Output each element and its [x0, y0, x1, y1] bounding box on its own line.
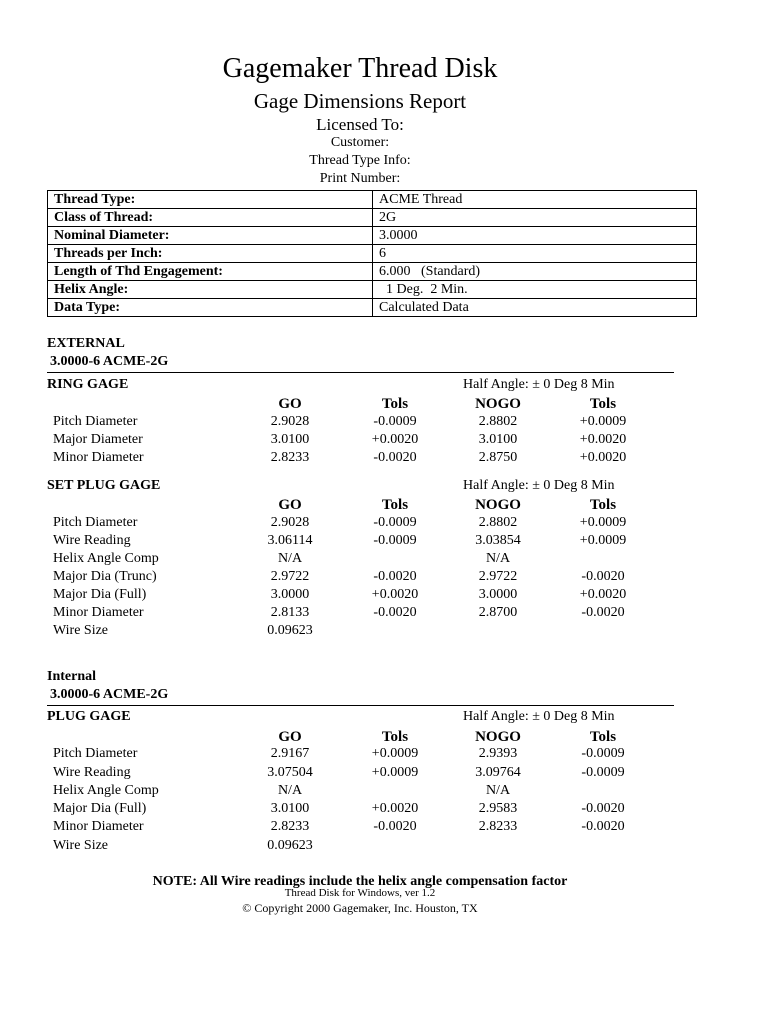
- nogo-value: 3.0000: [478, 587, 518, 602]
- row-label: Wire Reading: [53, 765, 131, 780]
- row-label: Major Dia (Full): [53, 801, 147, 816]
- internal-heading: Internal: [47, 669, 96, 684]
- set-plug-gage-column-headers: [0, 497, 768, 515]
- go-value: 3.07504: [267, 765, 313, 780]
- row-label: Minor Diameter: [53, 450, 144, 465]
- divider: [47, 705, 674, 706]
- nogo-value: 2.9722: [478, 569, 518, 584]
- row-label: Wire Size: [53, 838, 109, 853]
- nogo-header: NOGO: [475, 729, 521, 745]
- table-row: [0, 765, 768, 783]
- tols-header: Tols: [381, 729, 409, 745]
- nogo-value: 2.8700: [478, 605, 518, 620]
- row-label: Helix Angle Comp: [53, 551, 159, 566]
- set-plug-gage-half-angle: Half Angle: ± 0 Deg 8 Min: [463, 478, 615, 493]
- info-value: 3.0000: [373, 227, 697, 245]
- plug-gage-title: PLUG GAGE: [47, 709, 131, 724]
- table-row: [48, 209, 697, 227]
- info-value: 6.000 (Standard): [373, 263, 697, 281]
- go-header: GO: [278, 396, 302, 412]
- go-tol: -0.0020: [373, 605, 417, 620]
- table-row: [0, 569, 768, 587]
- tols-header: Tols: [589, 396, 617, 412]
- nogo-value: 2.9393: [478, 746, 518, 761]
- go-value: 2.8233: [270, 819, 310, 834]
- nogo-value: 2.8802: [478, 414, 518, 429]
- info-label: Length of Thd Engagement:: [48, 263, 373, 281]
- nogo-tol: +0.0020: [579, 450, 627, 465]
- row-label: Minor Diameter: [53, 605, 144, 620]
- go-header: GO: [278, 729, 302, 745]
- table-row: [0, 533, 768, 551]
- table-row: [0, 432, 768, 450]
- table-row: [48, 299, 697, 317]
- footer-note: NOTE: All Wire readings include the helix angle compensation factor: [152, 874, 568, 889]
- nogo-tol: -0.0020: [581, 801, 625, 816]
- info-label: Threads per Inch:: [48, 245, 373, 263]
- report-title: Gagemaker Thread Disk: [222, 53, 498, 84]
- info-value: 2G: [373, 209, 697, 227]
- external-heading: EXTERNAL: [47, 336, 125, 351]
- go-tol: -0.0009: [373, 515, 417, 530]
- nogo-tol: +0.0009: [579, 515, 627, 530]
- info-value: 1 Deg. 2 Min.: [373, 281, 697, 299]
- footer-version: Thread Disk for Windows, ver 1.2: [284, 887, 436, 899]
- go-value: N/A: [277, 783, 303, 798]
- internal-spec: 3.0000-6 ACME-2G: [50, 687, 169, 702]
- row-label: Wire Reading: [53, 533, 131, 548]
- ring-gage-half-angle: Half Angle: ± 0 Deg 8 Min: [463, 377, 615, 392]
- table-row: [48, 227, 697, 245]
- tols-header: Tols: [381, 396, 409, 412]
- table-row: [48, 191, 697, 209]
- nogo-tol: -0.0020: [581, 569, 625, 584]
- plug-gage-half-angle: Half Angle: ± 0 Deg 8 Min: [463, 709, 615, 724]
- go-tol: +0.0009: [371, 765, 419, 780]
- customer-label: Customer:: [330, 135, 390, 150]
- row-label: Wire Size: [53, 623, 109, 638]
- nogo-tol: +0.0020: [579, 432, 627, 447]
- go-value: 2.8133: [270, 605, 310, 620]
- table-row: [0, 551, 768, 569]
- nogo-value: 2.8802: [478, 515, 518, 530]
- nogo-value: 3.0100: [478, 432, 518, 447]
- go-tol: -0.0009: [373, 414, 417, 429]
- info-label: Helix Angle:: [48, 281, 373, 299]
- go-value: 2.9028: [270, 414, 310, 429]
- nogo-value: 3.09764: [475, 765, 521, 780]
- row-label: Pitch Diameter: [53, 515, 138, 530]
- row-label: Major Dia (Full): [53, 587, 147, 602]
- go-value: 0.09623: [267, 838, 313, 853]
- licensed-to-label: Licensed To:: [316, 115, 404, 134]
- ring-gage-column-headers: [0, 396, 768, 414]
- row-label: Pitch Diameter: [53, 414, 138, 429]
- external-spec: 3.0000-6 ACME-2G: [50, 354, 169, 369]
- row-label: Major Dia (Trunc): [53, 569, 157, 584]
- info-value: ACME Thread: [373, 191, 697, 209]
- table-row: [48, 245, 697, 263]
- table-row: [48, 263, 697, 281]
- go-value: 2.9028: [270, 515, 310, 530]
- tols-header: Tols: [589, 729, 617, 745]
- row-label: Minor Diameter: [53, 819, 144, 834]
- go-tol: -0.0020: [373, 450, 417, 465]
- nogo-tol: -0.0009: [581, 746, 625, 761]
- info-value: 6: [373, 245, 697, 263]
- table-row: [0, 783, 768, 801]
- row-label: Pitch Diameter: [53, 746, 138, 761]
- nogo-value: 2.8750: [478, 450, 518, 465]
- go-value: N/A: [277, 551, 303, 566]
- go-value: 3.06114: [267, 533, 313, 548]
- go-tol: -0.0009: [373, 533, 417, 548]
- footer-copyright: © Copyright 2000 Gagemaker, Inc. Houston, TX: [242, 901, 478, 915]
- go-tol: +0.0020: [371, 587, 419, 602]
- go-value: 3.0000: [270, 587, 310, 602]
- row-label: Helix Angle Comp: [53, 783, 159, 798]
- table-row: [0, 819, 768, 837]
- table-row: [0, 587, 768, 605]
- go-tol: +0.0020: [371, 801, 419, 816]
- go-tol: -0.0020: [373, 819, 417, 834]
- divider: [47, 372, 674, 373]
- info-value: Calculated Data: [373, 299, 697, 317]
- tols-header: Tols: [381, 497, 409, 513]
- set-plug-gage-title: SET PLUG GAGE: [47, 478, 161, 493]
- table-row: [0, 605, 768, 623]
- nogo-value: 2.9583: [478, 801, 518, 816]
- go-value: 2.8233: [270, 450, 310, 465]
- thread-info-table: [47, 190, 697, 317]
- info-label: Class of Thread:: [48, 209, 373, 227]
- go-tol: +0.0009: [371, 746, 419, 761]
- report-subtitle: Gage Dimensions Report: [253, 89, 467, 113]
- nogo-value: N/A: [485, 783, 511, 798]
- table-row: [48, 281, 697, 299]
- table-row: [0, 414, 768, 432]
- table-row: [0, 838, 768, 856]
- go-value: 3.0100: [270, 801, 310, 816]
- nogo-tol: +0.0009: [579, 533, 627, 548]
- tols-header: Tols: [589, 497, 617, 513]
- plug-gage-column-headers: [0, 729, 768, 747]
- nogo-value: N/A: [485, 551, 511, 566]
- nogo-tol: +0.0020: [579, 587, 627, 602]
- nogo-tol: -0.0009: [581, 765, 625, 780]
- go-value: 2.9167: [270, 746, 310, 761]
- table-row: [0, 746, 768, 764]
- info-label: Nominal Diameter:: [48, 227, 373, 245]
- print-number-label: Print Number:: [319, 171, 401, 186]
- nogo-value: 2.8233: [478, 819, 518, 834]
- nogo-tol: -0.0020: [581, 819, 625, 834]
- table-row: [0, 801, 768, 819]
- go-tol: -0.0020: [373, 569, 417, 584]
- go-value: 2.9722: [270, 569, 310, 584]
- table-row: [0, 623, 768, 641]
- go-value: 0.09623: [267, 623, 313, 638]
- nogo-header: NOGO: [475, 497, 521, 513]
- thread-type-info-label: Thread Type Info:: [309, 153, 411, 168]
- info-label: Thread Type:: [48, 191, 373, 209]
- table-row: [0, 515, 768, 533]
- go-header: GO: [278, 497, 302, 513]
- nogo-value: 3.03854: [475, 533, 521, 548]
- table-row: [0, 450, 768, 468]
- nogo-tol: -0.0020: [581, 605, 625, 620]
- nogo-header: NOGO: [475, 396, 521, 412]
- ring-gage-title: RING GAGE: [47, 377, 129, 392]
- row-label: Major Diameter: [53, 432, 143, 447]
- info-label: Data Type:: [48, 299, 373, 317]
- go-value: 3.0100: [270, 432, 310, 447]
- go-tol: +0.0020: [371, 432, 419, 447]
- nogo-tol: +0.0009: [579, 414, 627, 429]
